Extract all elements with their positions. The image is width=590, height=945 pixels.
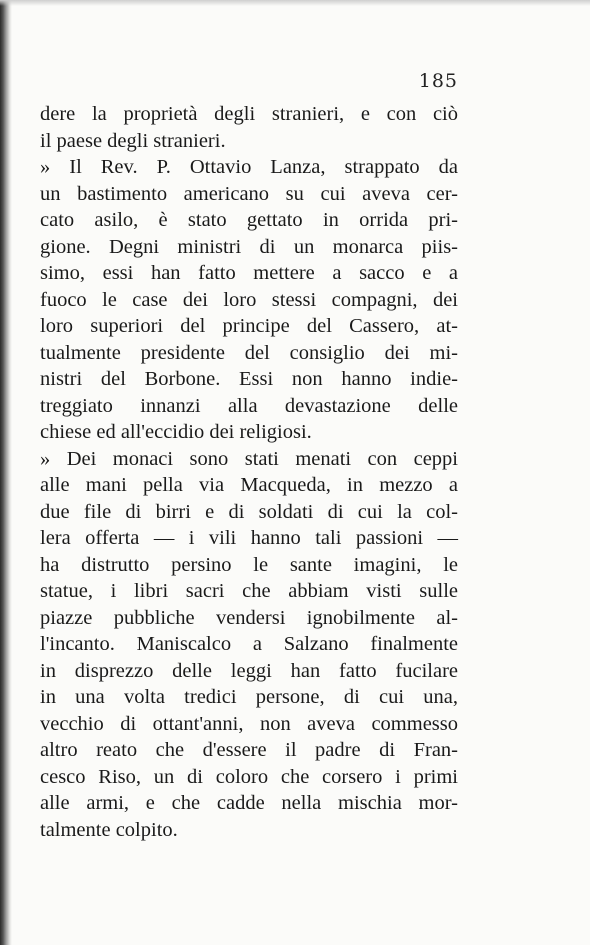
text-line: statue, i libri sacri che abbiam visti sulle [40, 580, 458, 602]
text-line: » Dei monaci sono stati menati con ceppi [40, 447, 458, 470]
text-line: loro superiori del principe del Cassero, at- [40, 315, 458, 337]
text-line: altro reato che d'essere il padre di Fran- [40, 739, 458, 761]
text-line: fuoco le case dei loro stessi compagni, dei [40, 288, 458, 311]
page-number: 185 [418, 70, 458, 92]
text-line: due file di birri e di soldati di cui la col- [40, 500, 458, 523]
binding-shadow [0, 0, 12, 945]
text-line: gione. Degni ministri di un monarca piis- [40, 235, 458, 258]
text-line: l'incanto. Maniscalco a Salzano finalmente [40, 633, 458, 655]
text-line: alle mani pella via Macqueda, in mezzo a [40, 474, 458, 496]
text-line: il paese degli stranieri. [40, 129, 226, 152]
text-line: cesco Riso, un di coloro che corsero i primi [40, 765, 458, 788]
body-text [40, 101, 458, 843]
text-line: chiese ed all'eccidio dei religiosi. [40, 421, 312, 443]
text-line: treggiato innanzi alla devastazione delle [40, 394, 458, 417]
page-top-edge [0, 0, 590, 6]
text-line: ha distrutto persino le sante imagini, le [40, 553, 458, 576]
text-line: lera offerta — i vili hanno tali passioni — [40, 527, 458, 549]
text-line: in una volta tredici persone, di cui una, [40, 686, 458, 708]
text-line: un bastimento americano su cui aveva cer- [40, 182, 458, 205]
text-line: alle armi, e che cadde nella mischia mor- [40, 792, 458, 814]
text-line: piazze pubbliche vendersi ignobilmente al- [40, 606, 458, 629]
text-line: talmente colpito. [40, 818, 178, 841]
text-line: in disprezzo delle leggi han fatto fucilare [40, 659, 458, 682]
text-line: dere la proprietà degli stranieri, e con ciò [40, 103, 458, 125]
text-line: simo, essi han fatto mettere a sacco e a [40, 262, 458, 284]
text-line: tualmente presidente del consiglio dei mi- [40, 341, 458, 364]
text-line: » Il Rev. P. Ottavio Lanza, strappato da [40, 156, 458, 178]
text-line: cato asilo, è stato gettato in orrida pri- [40, 209, 458, 231]
text-line: nistri del Borbone. Essi non hanno indie- [40, 368, 458, 390]
text-line: vecchio di ottant'anni, non aveva commesso [40, 712, 458, 735]
